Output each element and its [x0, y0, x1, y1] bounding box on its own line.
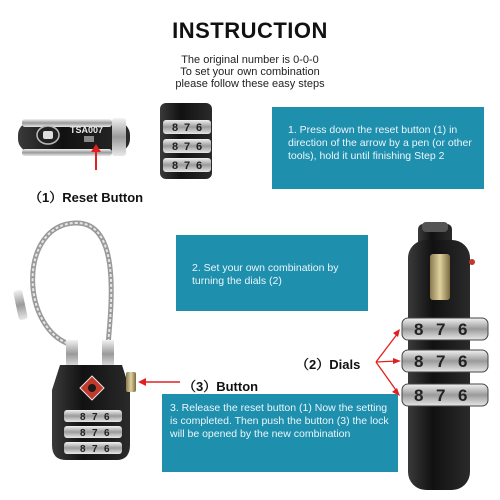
dial-row-large-3	[402, 384, 488, 406]
dial-digit: 6	[104, 428, 110, 439]
lock-closeup	[376, 222, 488, 490]
dial-stack-small	[160, 103, 212, 179]
dial-digit: 7	[184, 160, 191, 172]
dial-row-cable-3	[64, 442, 122, 455]
dial-digit: 7	[92, 444, 98, 455]
dial-digit: 6	[104, 412, 110, 423]
subtitle-line-1: The original number is 0-0-0	[181, 54, 319, 66]
dial-row-cable-1	[64, 410, 122, 423]
dial-digit: 6	[458, 352, 468, 371]
dial-digit: 7	[92, 412, 98, 423]
dial-row-small-1	[163, 120, 211, 134]
dial-digit: 8	[80, 428, 86, 439]
subtitle-line-3: please follow these easy steps	[175, 78, 325, 90]
dial-digit: 7	[436, 352, 446, 371]
dial-digit: 7	[436, 386, 446, 405]
subtitle-line-2: To set your own combination	[180, 66, 320, 78]
dial-digit: 7	[184, 141, 191, 153]
side-button-icon	[126, 372, 136, 392]
dial-row-large-1	[402, 318, 488, 340]
dial-digit: 8	[172, 160, 179, 172]
step-2-text: 2. Set your own combination by turning the dials (2)	[192, 262, 339, 287]
dial-digit: 8	[172, 141, 179, 153]
button-label: （3）Button	[183, 379, 259, 394]
dial-digit: 7	[92, 428, 98, 439]
lock-side-view	[18, 118, 130, 170]
dial-row-large-2	[402, 350, 488, 372]
lock-brand-text: TSA007	[70, 125, 104, 135]
dial-digit: 8	[80, 412, 86, 423]
dial-digit: 6	[196, 141, 203, 153]
dial-digit: 8	[80, 444, 86, 455]
dial-digit: 8	[172, 122, 179, 134]
dial-digit: 8	[414, 386, 424, 405]
dial-row-cable-2	[64, 426, 122, 439]
dial-digit: 6	[196, 160, 203, 172]
step-1-text: 1. Press down the reset button (1) in direction of the arrow by a pen (or other tools), hold it until finishing Step 2	[288, 124, 472, 162]
reset-button-label: （1）Reset Button	[29, 190, 144, 205]
dial-digit: 8	[414, 352, 424, 371]
dials-label: （2）Dials	[296, 357, 361, 372]
dial-digit: 6	[458, 386, 468, 405]
dial-row-small-3	[163, 158, 211, 172]
dial-row-small-2	[163, 139, 211, 153]
dial-digit: 7	[436, 320, 446, 339]
page-title: INSTRUCTION	[172, 18, 328, 43]
dial-digit: 6	[104, 444, 110, 455]
dial-digit: 6	[196, 122, 203, 134]
cable-lock	[13, 223, 180, 460]
dial-digit: 7	[184, 122, 191, 134]
step-3-text: 3. Release the reset button (1) Now the setting is completed. Then push the button (3) the lock will be opened by the new combination	[170, 402, 389, 440]
dial-digit: 8	[414, 320, 424, 339]
dial-digit: 6	[458, 320, 468, 339]
